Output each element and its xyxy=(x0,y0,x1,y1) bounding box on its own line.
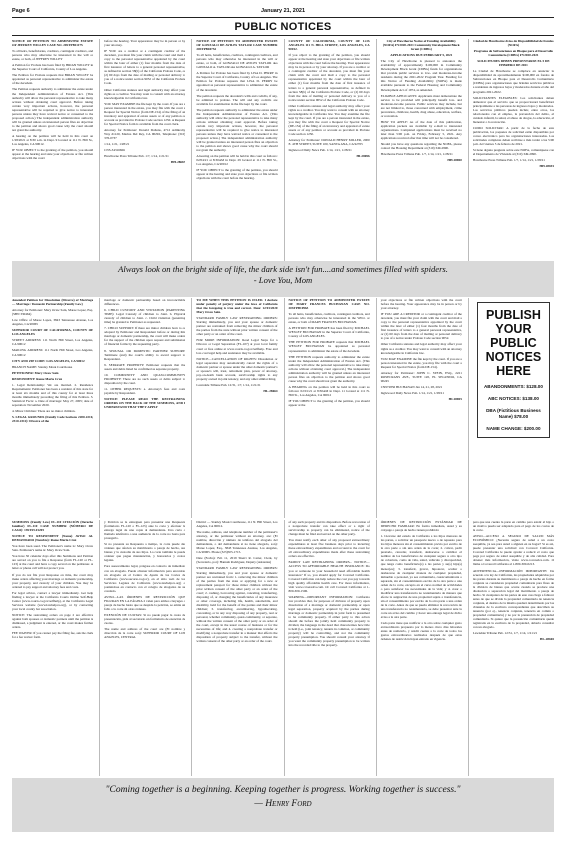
notice-paragraph: THE PETITION FOR PROBATE requests that MICHAEL WESLEY BUCHANAN be appointed as personal representative to administer the estate of the decedent. xyxy=(288,340,370,353)
notice-column xyxy=(284,298,370,518)
notice-column xyxy=(468,520,554,776)
notice-column xyxy=(284,520,370,776)
notice-paragraph: CNS-3431660# xyxy=(104,148,125,153)
notice-paragraph: WARNING—IMPORTANT INFORMATION: California law provides that, for purposes of division of property upon dissolution of a marriage or domestic partnership or upon legal separation, property acquired by the parties during marriage or domestic partnership in joint form is presumed to be community property. If either party to this action should die before the jointly held community property is divided, the language in the deed that characterizes how title is held (i.e., joint tenancy, tenants in common, or community property) will be controlling, and not the community property presumption. You should consult your attorney if you want the community property presumption to be written into the recorded title to the property. xyxy=(288,594,370,648)
notice-paragraph: 11. OTHER REQUESTS: a. Attorney's fees and costs payable by Respondent. xyxy=(104,386,186,395)
notice-paragraph: SOLICITUDES DEBEN PRESENTARSE EL 5 DE FEBRERO DE 2021 xyxy=(477,59,550,68)
ad-headline-line: PUBLIC xyxy=(490,336,537,350)
notice-paragraph: APPLICATIONS DUE FEBRUARY 5, 2021 xyxy=(390,53,453,58)
notice-paragraph: Date (Fecha): Feb 11, 2019 Sherri R. Carter, Clerk, by (Secretario, por): Hannah Rodriguez, Deputy (Asistente) xyxy=(196,556,278,565)
notice-paragraph: YOU MAY EXAMINE the file kept by the court. If you are a person interested in the estate, you may file with the court a Request for Special Notice (form DE-154). xyxy=(380,356,462,369)
ad-headline-line: HERE xyxy=(496,364,531,378)
ad-headline-line: PUBLISH xyxy=(486,308,541,322)
notices-row-3 xyxy=(12,520,554,776)
notice-paragraph: The name, address, and telephone number of the petitioner's attorney, or the petitioner without an attorney, are: (El nombre, dirección y número de teléfono del abogado del demandante, o del demandante si no tiene abogado, son): Maree Lopez, Esq., 3843 Tennessee Avenue, Los Angeles, CA 90065. Phone (323)505-1715. xyxy=(196,530,278,555)
notice-paragraph: NOTICE—CANCELLATION OF RIGHTS: Dissolution or legal separation may automatically cancel the rights of a domestic partner or spouse under the other domestic partner's or spouse's will, trust, retirement plan, power of attorney, pay-on-death bank account, survivorship rights to any property owned in joint tenancy, and any other similar thing. xyxy=(196,356,278,381)
notice-paragraph: 1. Llevarse del estado de California a los hijos menores de las partes, o solicitar un pasaporte nuevo o de repuesto para los hijos menores sin el consentimiento previo por escrito de la otra parte o sin una orden de la corte; 2. cobrar, pedir prestado, cancelar, transferir, deshacerse o cambiar el nombre de los beneficiarios de cualquier seguro u otro tipo de cobertura, como de vida, salud, vehículo y discapacidad, que tenga como beneficiario(s) a las partes y su(s) hijo(s) menor(es); 3. transferir, gravar, hipotecar, ocultar o deshacerse de cualquier manera de cualquier propiedad, inmueble o personal, ya sea comunitaria, cuasicomunitaria o separada, sin el consentimiento escrito de la otra parte o una orden de la corte, excepto en el curso normal de actividades o para satisfacer las necesidades de la vida; y 4. crear o modificar una transferencia no testamentaria de manera que afecte la asignación de una propiedad sujeta a transferencia, sin el consentimiento por escrito de la otra parte o una orden de la corte. Antes de que se pueda eliminar la revocación de una transferencia no testamentaria, se debe presentar ante la corte un aviso del cambio y hacer una entrega legal de dicho aviso a la otra parte. xyxy=(380,534,462,620)
notice-paragraph: before the hearing. Your appearance may be in person or by your attorney. xyxy=(104,39,186,48)
notice-paragraph: 7. CHILD SUPPORT: If there are minor children born to or adopted by Petitioner and Respondent before or during this marriage or domestic partnership, the court will make orders for the support of the children upon request and submission of financial forms by the requesting party. xyxy=(104,326,186,347)
notice-paragraph: To all heirs, beneficiaries, creditors, contingent creditors, and persons who may otherwise be interested in the will or estate, or both, of JEFFREY WILLEY xyxy=(12,49,94,62)
notice-column xyxy=(12,298,93,518)
notice-paragraph: A hearing on the petition will be held in this court as follows: 02/04/21 at 8:30AM in Dept. 29 located at 111 N. Hill St., Los Angeles, CA 90012 xyxy=(196,154,278,167)
notice-paragraph: HH-28667 xyxy=(170,160,186,165)
notices-row-1 xyxy=(12,39,554,261)
notice-paragraph: CN972856 BUCHANAN Jan 14, 21, 28, 2021 xyxy=(380,384,443,389)
issue-date: January 21, 2021 xyxy=(260,8,306,14)
notice-paragraph: The City of Hawthorne is pleased to announce the availability of approximately $100,000 in Community Development Block Grant (CDBG) funds for organizations that provide public services to low- and moderate-income residents during the 2021-2022 Program Year. Funding for this Notice of Funding Availability (NOFA) is made available pursuant to the Federal Housing and Community Development Act of 1974, as amended. xyxy=(380,59,462,92)
notice-column xyxy=(468,39,554,261)
ad-headline-line: YOUR xyxy=(495,322,532,336)
notice-paragraph: IF YOU OBJECT to the granting of the petition, you should appear at the hearing and state your objections or file written objections with the court xyxy=(12,148,94,161)
notice-paragraph: A Petition for Probate has been filed by LISA D. PERRY in the Superior Court of California, County of Los Angeles. The Petition for Probate requests that LISA D. PERRY be appointed as personal representative to administer the estate of the decedent. xyxy=(196,71,278,92)
notice-paragraph: Law Office of Maree Lopez, 3843 Tennessee Avenue, Los Angeles, CA 90065 xyxy=(12,318,94,327)
notice-paragraph: IF YOU are a creditor or a contingent creditor of the decedent, you must file your claim with the court and mail a copy to the personal representative appointed by the court within the later of either (1) four months from the date of first issuance of letters to a general personal representative, as defined in section 58(b) of the California Probate Code, or (2) 60 days from the date of mailing or personal delivery to you of a notice under section 9052 of the California Probate Code. xyxy=(104,49,186,86)
notice-paragraph: Should you have any questions regarding the NOFA, please contact the Housing Department at (310) 349-2990. xyxy=(380,142,462,151)
notice-paragraph: Si tiene alguna pregunta sobre este NOFA, comuníquese con el Departamento de Vivienda al (310) 349-2990. xyxy=(472,148,555,157)
notice-paragraph: Inglewood Daily News Pub. 1/14, 1/21, 1/28/21 xyxy=(288,148,352,153)
quote-banner xyxy=(12,778,554,832)
ad-fee: ABC NOTICES: $138.00 xyxy=(487,396,539,401)
notice-paragraph: 1/14, 1/21, 1/28/21 xyxy=(104,142,130,147)
notice-paragraph: SUPERIOR COURT OF CALIFORNIA, COUNTY OF LOS ANGELES xyxy=(12,328,94,337)
notice-paragraph: Lawndale Tribune Pub. 12/31, 1/7, 1/14, 1/21/21 xyxy=(196,382,261,387)
notice-paragraph: Si no presenta su Respuesta a tiempo, la corte puede dar órdenes que afecten su matrimonio o pareja de hecho, sus bienes y la custodia de sus hijos. La corte también le puede ordenar que pague manutención, y honorarios y costos legales. xyxy=(104,542,186,563)
notice-paragraph: Ciudad de Hawthorne Aviso de Disponibilidad de Fondos (NOFA) xyxy=(473,39,554,48)
notice-paragraph: FAMILY LAW RESTRAINING ORDERS... NOTICE—ACCESS TO AFFORDABLE HEALTH INSURANCE: Do you or someone in your household need affordable health insurance? If so, you should apply for Covered California. Covered California can help reduce the cost you pay towards high quality affordable health care. For more information, visit www.coveredca.com. Or call Covered California at 1-800-300-1506. xyxy=(288,560,370,593)
notice-paragraph: A hearing on the petition will be held in this court on 1/28/2021 at 8:30 a.m. in Dept. 9 located at 111 N. Hill St., Los Angeles, CA 90012. xyxy=(12,133,94,147)
notice-paragraph: 9. SEPARATE PROPERTY: Petitioner requests that the assets and debts listed be confirmed as separate property. xyxy=(104,362,186,371)
notice-paragraph: HI-28695 xyxy=(448,396,462,401)
notice-paragraph: Attorney for Petitioner: JOHN C. STEIN, ESQ., 2221 ROSECRANS AVE., SUITE 120, EL SEGUNDO, CA 90245 xyxy=(380,370,462,383)
notice-paragraph: para que una cuenta la parte en cambio para asistir al hijo o un motivo pueda ser adaptado para el pago de los costos de la corte. xyxy=(472,520,555,533)
notice-paragraph: Other California statutes and legal authority may affect your rights as a creditor. You may want to consult with an attorney knowledgeable in California law. You may examine the file kept by the court. If you are a person interested in the estate, you may file with the court a Request for Special Notice (DE-154) of the filing of an inventory and appraisal of estate assets or of any petition or account as provided in Probate Code section 1250. xyxy=(288,103,370,137)
notice-paragraph: IF YOU OBJECT to the granting of the petition, you should appear at the hearing and state your objections or file written objections with the court before the hearing. xyxy=(196,168,278,181)
notice-paragraph: HOW TO APPLY: As of the date of this publication, application packets are available by e-mail to interested organizations. Completed applications must be received no later than 5:00 p.m. on Friday, February 5, 2021. Any applications received after that time will not be considered. xyxy=(380,119,462,141)
notice-paragraph: EXENCIÓN DE CUOTAS: Si no puede pagar la cuota de presentación, pida al secretario un formulario de exención de cuotas. xyxy=(104,612,186,626)
notice-paragraph: ELIGIBLE APPLICANTS: Applicants must demonstrate the service to be provided will principally benefit low- and moderate-income persons. Public services may include, but are not limited to, those concerned with employment, crime prevention, childcare, health, drug abuse, education, welfare, or recreation. xyxy=(380,93,462,118)
notice-paragraph: HH-28690 xyxy=(447,158,462,163)
notice-paragraph: Other California statutes and legal authority may affect your rights as a creditor. You may want to consult with an attorney knowledgeable in California law. xyxy=(380,342,462,355)
banner-quote-author: — Henry Ford xyxy=(254,799,312,809)
notice-column xyxy=(284,39,370,261)
notice-paragraph: HH-28691 xyxy=(539,164,555,169)
banner-signoff: - Love You, Mom xyxy=(253,275,313,285)
notice-paragraph: NOTICE: PLEASE READ THE RESTRAINING ORDERS ON THE BACK OF THE SUMMONS, AND I UNDERSTAND THAT THEY APPLY xyxy=(104,396,186,410)
ad-fee: DBA (Fictitious Business Name) $78.00 xyxy=(486,408,541,419)
notice-paragraph: IF YOU OBJECT to the granting of the petition, you should appear at the xyxy=(288,399,370,408)
notice-paragraph: 4. Minor Children: There are no minor children. xyxy=(12,409,76,414)
notice-paragraph: STANDARD FAMILY LAW RESTRAINING ORDERS: Starting immediately, you and your spouse or domestic partner are restrained from removing the minor children of the parties from the state without prior written consent of the other party or an order of the court. xyxy=(196,316,278,337)
notice-paragraph: The Petition for Probate requests that BRIAN WILLEY be appointed as personal representative to administer the estate of the decedent. xyxy=(12,73,94,86)
section-title: PUBLIC NOTICES xyxy=(234,21,332,33)
notice-column xyxy=(99,520,185,776)
notice-paragraph: MAILING ADDRESS: 111 North Hill Street, Los Angeles, CA 90012 xyxy=(12,348,94,357)
notice-paragraph: NOTICE: The restraining orders on page 2 are effective against both spouses or domestic partners until the petition is dismissed, a judgment is entered, or the court makes further orders. xyxy=(12,612,94,630)
notice-paragraph: A HEARING on the petition will be held in this court as follows: 02/01/21 at 8:30AM in Dept. 11 located at 111 N. Hill St., Los Angeles, CA 90012 xyxy=(288,384,370,397)
ad-fee: ABANDONMENTS: $128.00 xyxy=(483,384,543,389)
ad-column xyxy=(468,298,554,518)
notice-paragraph: For legal advice, contact a lawyer immediately. Get help finding a lawyer at the California Courts Online Self-Help Center (www.courts.ca.gov/selfhelp), at the California Legal Services website (www.lawhelpca.org), or by contacting your local county bar association. xyxy=(12,590,94,611)
banner-message: Always look on the bright side of life, the dark side isn't fun....and sometimes filled with spiders. xyxy=(118,264,448,274)
notice-paragraph: ADVERTENCIA—INFORMACIÓN IMPORTANTE: De acuerdo a la ley de California, las propiedades adquiridas por las partes durante su matrimonio o pareja de hecho en forma conjunta se consideran propiedad comunitaria para fines de la división de bienes que ocurre cuando se produce una disolución o separación legal del matrimonio o pareja de hecho. Si cualquiera de las partes de este caso llega a fallecer antes de que se divida la propiedad comunitaria de tenencia conjunta, el destino de la misma quedará determinado por las cláusulas de la escritura correspondiente que describen su tenencia (por ej., tenencia conjunta, tenencia en común o propiedad comunitaria) y no por la presunción de propiedad comunitaria. Si quiere que la presunción comunitaria quede registrada en la escritura de la propiedad, debería consultar con un abogado. xyxy=(472,568,555,630)
notice-paragraph: of any such property and its disposition. Before revocation of a nonprobate transfer can take effect or a right of survivorship to property can be eliminated, notice of the change must be filed and served on the other party. xyxy=(288,520,370,537)
notice-paragraph: 10. COMMUNITY AND QUASI-COMMUNITY PROPERTY: There are no such assets or debts subject to disposition by the court. xyxy=(104,372,186,385)
notice-paragraph: RESPONDENT: Rome Maria Cruz xyxy=(12,376,63,381)
notice-paragraph: Other California statutes and legal authority may affect your rights as a creditor. You may want to consult with an attorney knowledgeable in California law. xyxy=(104,87,186,100)
message-banner xyxy=(12,261,554,297)
notice-paragraph: marriage or domestic partnership based on irreconcilable differences. xyxy=(104,298,186,307)
notice-paragraph: FEE WAIVER: If you cannot pay the filing fee, ask the clerk for a fee waiver form. xyxy=(12,631,94,640)
notice-paragraph: Inglewood Daily News Pub. 1/14, 1/21, 1/28/21 xyxy=(380,390,444,395)
notice-paragraph: A Petition for Probate has been filed by BRIAN WILLEY in the Superior Court of California, County of Los Angeles. xyxy=(12,63,94,72)
notice-column xyxy=(12,520,93,776)
notice-paragraph: STREET ADDRESS: 111 North Hill Street, Los Angeles, CA 90012 xyxy=(12,338,94,347)
notice-paragraph: FOR MORE INFORMATION: Read Legal Steps for a Divorce or Legal Separation (FL-107) at your local family court or free online at www.courts.ca.gov/selfhelp. Free and low-cost legal help and assistance may be available. xyxy=(196,338,278,355)
notice-paragraph: Attorney for Petitioner: Mary Ocaw Sain, Maree Lopez, Esq. (SBN 330464) xyxy=(12,308,94,317)
notice-paragraph: To all heirs, beneficiaries, creditors, contingent creditors, and persons who may otherwise be interested in the WILL or estate, or both of MARY FRANCES BUCHANAN. xyxy=(288,312,370,325)
notice-paragraph: If you do not file your Response on time, the court may make orders affecting your marriage or domestic partnership, your property, and custody of your children. You may be ordered to pay support and attorney fees and costs. xyxy=(12,572,94,589)
notice-column xyxy=(12,39,93,261)
notice-paragraph: If you object to the granting of the petition, you should appear at the hearing and state your objections or file written objections with the court before the hearing. Your appearance may be in person or by your attorney. If you are a creditor or a contingent creditor of the decedent, you must file your claim with the court and mail a copy to the personal representative appointed by the court within the later of either (1) four months from the date of first issuance of letters to a general personal representative, as defined in section 58(b) of the California Probate Code, or (2) 60 days from the date of mailing or personal delivery to you of a notice under section 9052 of the California Probate Code. xyxy=(288,53,370,102)
notice-paragraph: Lawndale Tribune Pub. 12/31, 1/7, 1/14, 1/21/21 xyxy=(472,631,538,636)
notice-paragraph: 5. LEGAL GROUNDS (Family Code Sections 2200-2210, 2310-2312): Divorce of the xyxy=(12,415,94,424)
notice-paragraph: Hawthorne Press Tribune Pub. 1/7, 1/14, 1/21/21 xyxy=(104,154,169,159)
notice-paragraph: NOTICE OF PETITION TO ADMINISTER ESTATE OF JEFFREY WILLEY CASE NO. 20STPB11175 xyxy=(12,39,94,48)
notice-paragraph: NOTICE TO RESPONDENT (Name) AVISO AL DEMANDADO (Nombre): Rome Maria Cruz xyxy=(12,534,94,543)
notice-paragraph: COMO SOLICITAR: A partir de la fecha de esta publicación, los paquetes de solicitud están disponibles por correo electrónico para las organizaciones interesadas. Las solicitudes completas deben recibirse a más tardar a las 5:00 p.m. del viernes 5 de febrero de 2021. xyxy=(472,125,555,147)
notice-column xyxy=(376,520,462,776)
notice-paragraph: 8. SPOUSAL OR DOMESTIC PARTNER SUPPORT: Terminate (end) the court's ability to award support to Respondent. xyxy=(104,348,186,361)
page-number: Page 6 xyxy=(12,8,30,14)
notice-paragraph: TO ME WHEN THIS PETITION IS FILED. I declare under penalty of perjury under the laws of California that the foregoing is true and correct. Date: 12/01/2020 Mary Ocaw Sain. xyxy=(196,298,278,315)
notice-column xyxy=(99,39,185,261)
notice-paragraph: NOTICE OF PETITION TO ADMINISTER ESTATE OF MARY FRANCES BUCHANAN CASE NO. 20STPB10963 xyxy=(288,298,370,311)
notice-paragraph: Attorney for Petitioner: DONALD HENRY MILLER, 2000 E. 4TH STREET, SUITE 100, SANTA ANA, CA 92705 xyxy=(288,138,370,147)
notice-column xyxy=(191,520,277,776)
notice-paragraph: The Petition requests authority to administer the estate under the Independent Administration of Estates Act. (This authority will allow the personal representative to take many actions without obtaining court approval. Before taking certain very important actions, however, the personal representative will be required to give notice to interested persons unless they have waived notice or consented to the proposed action.) The independent administration authority will be granted unless an interested person files an objection to the petition and shows good cause why the court should not grant the authority. xyxy=(12,87,94,132)
notice-paragraph: District — Stanley Mosk Courthouse, 111 N. Hill Street, Los Angeles, CA 90012. xyxy=(196,520,278,529)
title-rule xyxy=(12,35,554,36)
notice-paragraph: HL-28664 xyxy=(263,388,278,393)
ad-headline-line: NOTICES xyxy=(485,350,542,364)
notice-paragraph: SUMMONS (Family Law) FL-110 CITACIÓN (Derecho familiar) FL-110 CASE NUMBER (NÚMERO DE CASO): 19STFL01205 xyxy=(12,520,94,533)
notice-paragraph: You have 30 calendar days after this Summons and Petition are served on you to file a Response (form FL-120 or FL-123) at the court and have a copy served on the petitioner. A letter or phone call will not protect you. xyxy=(12,554,94,571)
notice-column xyxy=(99,298,185,518)
header-rule xyxy=(12,17,554,18)
notice-paragraph: The petition requests authority to administer the estate under the Independent Administration of Estates Act. (This authority will allow the personal representative to take many actions without obtaining court approval. Before taking certain very important actions, however, the personal representative will be required to give notice to interested persons unless they have waived notice or consented to the proposed action.) The independent administration authority will be granted unless an interested person files an objection to the petition and shows good cause why the court should not grant the authority. xyxy=(196,107,278,153)
notice-paragraph: La Ciudad de Hawthorne se complace en anunciar la disponibilidad de aproximadamente $100,000 en fondos de Subvenciones en Bloque para el Desarrollo Comunitario (CDBG) para organizaciones que brindan servicios públicos a residentes de ingresos bajos y moderados durante el año del programa 2021-2022. xyxy=(472,69,555,94)
notice-paragraph: IF YOU ARE A CREDITOR or a contingent creditor of the decedent, you must file your claim with the court and mail a copy to the personal representative appointed by the court within the later of either (1) four months from the date of first issuance of letters to a general personal representative, or (2) 60 days from the date of mailing or personal delivery to you of a notice under Probate Code section 9052. xyxy=(380,312,462,341)
notice-paragraph: You must notify each other of any proposed extraordinary expenditures at least five business days prior to incurring these extraordinary expenditures and account to the court for all extraordinary expenditures made after these restraining orders are effective. xyxy=(288,538,370,559)
publish-notices-ad xyxy=(477,302,550,438)
notice-paragraph: Hawthorne Press Tribune Pub. 1/7, 1/14, 1/21, 1/28/21 xyxy=(380,152,453,157)
notice-paragraph: 6. CHILD CUSTODY AND VISITATION (PARENTING TIME): Legal Custody of children to Joint. b. Physical custody of children to Joint. c. Child visitation (parenting time) be granted to Petitioner as requested. xyxy=(104,308,186,325)
notice-paragraph: Amended Petition for Dissolution (Divorce) of Marriage — Marriage / Domestic Partnership (Family Law) xyxy=(12,298,94,307)
notice-paragraph: Cada parte tiene que notificar a la otra sobre cualquier gasto extraordinario propuesto por lo menos cinco días laborales antes de realizarlo, y rendir cuenta a la corte de todos los gastos extraordinarios realizados después de que estas órdenes de restricción hayan entrado en vigencia. xyxy=(380,621,462,642)
notice-paragraph: your objections or file written objections with the court before the hearing. Your appearance may be in person or by your attorney. xyxy=(380,298,462,311)
notice-paragraph: To all heirs, beneficiaries, creditors, contingent creditors, and persons who may otherwise be interested in the will or estate, or both, of GONZALO DE AVILES TAYLOR aka GONZALO A. TAYLOR aka GONZALO A. TAYLOR xyxy=(196,53,278,70)
notice-paragraph: ÓRDENES DE RESTRICCIÓN ESTÁNDAR DE DERECHO FAMILIAR: En forma inmediata, usted y su cónyuge o pareja de hecho tienen prohibido: xyxy=(380,520,462,533)
notice-paragraph: NOTICE OF PETITION TO ADMINISTER ESTATE OF GONZALO DE AVILES TAYLOR CASE NUMBER 20STPB04752 xyxy=(196,39,278,52)
notice-paragraph: A PETITION FOR PROBATE has been filed by MICHAEL WESLEY BUCHANAN in the Superior Court of California, County of LOS ANGELES. xyxy=(288,326,370,339)
notice-paragraph: YOU MAY EXAMINE the file kept by the court. If you are a person interested in the estate, you may file with the court a Request for Special Notice (form DE-154) of the filing of an inventory and appraisal of estate assets or of any petition or account as provided in Probate Code section 1250. A Request for Special Notice form is available from the court clerk. xyxy=(104,101,186,126)
notice-paragraph: Para asesoramiento legal, póngase en contacto de inmediato con un abogado. Puede obtener información para encontrar un abogado en el Centro de Ayuda de las Cortes de California (www.sucorte.ca.gov), en el sitio web de los Servicios Legales de California (www.lawhelpca.org) o poniéndose en contacto con el colegio de abogados de su condado. xyxy=(104,564,186,593)
notice-column xyxy=(376,39,462,261)
notice-paragraph: AVISO—ACCESO A SEGURO DE SALUD MÁS ECONÓMICO: ¿Necesita seguro de salud a un costo asequible, ya sea para usted o alguien en su hogar? Si es así, puede presentar una solicitud con Covered California. Covered California le puede ayudar a reducir el costo que paga por seguro de salud asequible y de alta calidad. Para obtener más información, visite www.coveredca.com. O llame a Covered California al 1-800-300-0213. xyxy=(472,534,555,567)
notice-paragraph: STANDARD FAMILY LAW RESTRAINING ORDERS: Starting immediately, you and your spouse or domestic partner are restrained from: 1. removing the minor children of the parties from the state or applying for a new or replacement passport for those minor children without the prior written consent of the other party or an order of the court; 2. cashing, borrowing against, canceling, transferring, disposing of, or changing the beneficiaries of any insurance or other coverage, including life, health, automobile, and disability, held for the benefit of the parties and their minor children; 3. transferring, encumbering, hypothecating, concealing, or in any way disposing of any property, real or personal, whether community, quasi-community, or separate, without the written consent of the other party or an order of the court, except in the usual course of business or for the necessities of life; and 4. creating a nonprobate transfer or modifying a nonprobate transfer in a manner that affects the disposition of property subject to the transfer, without the written consent of the other party or an order of the court. xyxy=(196,566,278,644)
notice-paragraph: The name and address of the court are (El nombre y dirección de la corte son): SUPERIOR COURT OF LOS ANGELES, CENTRAL xyxy=(104,627,186,640)
notice-paragraph: Hawthorne Press Tribune Pub. 1/7, 1/14, 1/21, 1/28/21 xyxy=(472,158,545,163)
notice-paragraph: AVISO—LAS ÓRDENES DE RESTRICCIÓN QUE FIGURAN EN LA PÁGINA 2 valen para ambos cónyuges o pareja de hecho hasta que se despida la petición, se emita un fallo o la corte dé otras órdenes. xyxy=(104,594,186,611)
notice-paragraph: SOLICITANTES ELEGIBLES: Los solicitantes deben demostrar que el servicio que se proporcionará beneficiará principalmente a las personas de ingresos bajos y moderados. Los servicios públicos pueden incluir, entre otros, los relacionados con el empleo, la prevención del delito, el cuidado infantil, la salud, el abuso de drogas, la educación, el bienestar o la recreación. xyxy=(472,95,555,124)
notice-column xyxy=(376,298,462,518)
notice-paragraph: BRANCH NAME: Stanley Mosk Courthouse xyxy=(12,364,73,369)
notice-paragraph: THE PETITION requests authority to administer the estate under the Independent Administration of Estates Act. (This authority will allow the personal representative to take many actions without obtaining court approval.) The independent administration authority will be granted unless an interested person files an objection to the petition and shows good cause why the court should not grant the authority. xyxy=(288,354,370,383)
notice-paragraph: HI-28696 xyxy=(356,154,370,159)
notice-paragraph: Programa de Subvenciones en Bloque para el Desarrollo Comunitario (CDBG) FY2020-2021 xyxy=(473,49,554,58)
notice-paragraph: 1. Legal Relationship: We are married. 2. Residence Requirements: Petitioner has been a resident of this state for at least six months and of this county for at least three months immediately preceding the filing of this Petition. 3. Statistical Facts: a. Date of marriage: May 27, 2005; date of separation: November 2020. xyxy=(12,382,94,407)
notice-paragraph: CITY AND ZIP CODE: LOS ANGELES, CA 90012 xyxy=(12,358,85,363)
notice-paragraph: Attorney for Petitioner: Donald Dollens, 4712 Admiralty Way #1120, Marina Del Rey, CA 90292, Telephone: (310) 376-0737 xyxy=(104,127,186,141)
notice-paragraph: You have been sued. The Petitioner's name is: Mary Ocaw Sain. Petitioner's name is: Mary Ocaw Sain. xyxy=(12,544,94,553)
banner-quote: "Coming together is a beginning. Keeping together is progress. Working together is success." xyxy=(105,785,461,795)
notice-paragraph: City of Hawthorne Notice of Funding Availability (NOFA) FY2020-2021 Community Development Block Grant (CDBG) xyxy=(382,39,460,52)
notice-paragraph: The petition requests the decedent's wills and codicils, if any, be admitted to probate. The will and any codicils are available for examination in the file kept by the court. xyxy=(196,93,278,106)
notice-column xyxy=(191,39,277,261)
notices-row-2 xyxy=(12,298,554,518)
notice-paragraph: y Petición se le entreguen para presentar una Respuesta (formulario FL-120 o FL-123) ante la corte y efectuar la entrega legal de una copia al demandante. Una carta o llamada telefónica o una audiencia de la corte no basta para protegerlo. xyxy=(104,520,186,541)
ad-fee: NAME CHANGE: $200.00 xyxy=(486,426,541,431)
notice-paragraph: HL-28665 xyxy=(539,637,555,642)
notice-paragraph: COUNTY OF CALIFORNIA, COUNTY OF LOS ANGELES 111 N. HILL STREET, LOS ANGELES, CA 90012. xyxy=(288,39,370,52)
notice-paragraph: PETITIONER: Mary Ocaw Sain xyxy=(12,370,59,375)
notice-column xyxy=(191,298,277,518)
